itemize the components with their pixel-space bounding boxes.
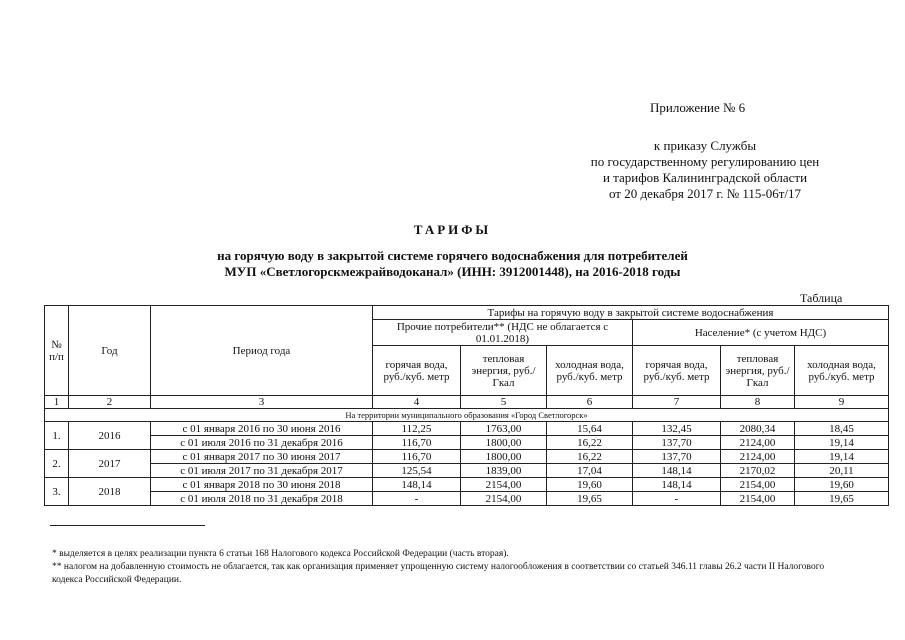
row-period: с 01 июля 2017 по 31 декабря 2017 <box>151 464 373 478</box>
document-title: ТАРИФЫ <box>413 222 492 237</box>
column-number: 5 <box>461 396 547 409</box>
cell-value: 2154,00 <box>461 492 547 506</box>
order-line: к приказу Службы <box>653 138 757 153</box>
row-period: с 01 января 2016 по 30 июня 2016 <box>151 422 373 436</box>
table-row <box>45 478 889 492</box>
row-number: 1. <box>45 422 69 450</box>
cell-value: 2154,00 <box>721 492 795 506</box>
cell-value: 1763,00 <box>461 422 547 436</box>
cell-value: 19,14 <box>795 436 889 450</box>
footnote-vat: * выделяется в целях реализации пункта 6 статьи 168 Налогового кодекса Российской Федерации (часть вторая). <box>52 549 509 559</box>
cell-value: 2154,00 <box>721 478 795 492</box>
header-period: Период года <box>151 306 373 396</box>
cell-value: 19,60 <box>795 478 889 492</box>
order-reference <box>560 138 850 202</box>
header-group: Тарифы на горячую воду в закрытой системе водоснабжения <box>373 306 889 320</box>
cell-value: - <box>633 492 721 506</box>
footnote-no-vat: ** налогом на добавленную стоимость не облагается, так как организация применяет упрощенную систему налогообложения в соответствии со статьей 346.11 главы 26.2 части II Налогового кодекса Российской Федерации. <box>52 562 825 585</box>
column-number: 2 <box>69 396 151 409</box>
header-population: Население* (с учетом НДС) <box>633 320 889 346</box>
row-period: с 01 января 2017 по 30 июня 2017 <box>151 450 373 464</box>
row-number: 3. <box>45 478 69 506</box>
tariff-table <box>44 305 889 506</box>
cell-value: 19,65 <box>547 492 633 506</box>
cell-value: 1839,00 <box>461 464 547 478</box>
section-header: На территории муниципального образования «Город Светлогорск» <box>45 409 889 422</box>
order-line: и тарифов Калининградской области <box>602 170 808 185</box>
subtitle-line: на горячую воду в закрытой системе горячего водоснабжения для потребителей <box>217 248 688 263</box>
row-period: с 01 июля 2018 по 31 декабря 2018 <box>151 492 373 506</box>
header-other-consumers: Прочие потребители** (НДС не облагается с 01.01.2018) <box>373 320 633 346</box>
appendix-label: Приложение № 6 <box>650 100 746 115</box>
footnotes <box>52 548 842 587</box>
subtitle-line: МУП «Светлогорскмежрайводоканал» (ИНН: 3912001448), на 2016-2018 годы <box>224 264 681 279</box>
column-number: 3 <box>151 396 373 409</box>
cell-value: - <box>373 492 461 506</box>
column-number: 6 <box>547 396 633 409</box>
cell-value: 2080,34 <box>721 422 795 436</box>
header-hot-water: горячая вода, руб./куб. метр <box>373 346 461 396</box>
cell-value: 1800,00 <box>461 450 547 464</box>
table-row <box>45 436 889 450</box>
cell-value: 137,70 <box>633 436 721 450</box>
header-hot-water: горячая вода, руб./куб. метр <box>633 346 721 396</box>
order-line: от 20 декабря 2017 г. № 115-06т/17 <box>608 186 802 201</box>
cell-value: 18,45 <box>795 422 889 436</box>
table-row <box>45 450 889 464</box>
cell-value: 112,25 <box>373 422 461 436</box>
row-period: с 01 января 2018 по 30 июня 2018 <box>151 478 373 492</box>
row-year: 2018 <box>69 478 151 506</box>
cell-value: 148,14 <box>633 478 721 492</box>
column-number: 1 <box>45 396 69 409</box>
table-row <box>45 464 889 478</box>
header-num: № п/п <box>45 306 69 396</box>
cell-value: 2124,00 <box>721 450 795 464</box>
cell-value: 137,70 <box>633 450 721 464</box>
cell-value: 19,14 <box>795 450 889 464</box>
table-row <box>45 492 889 506</box>
cell-value: 116,70 <box>373 436 461 450</box>
cell-value: 116,70 <box>373 450 461 464</box>
cell-value: 17,04 <box>547 464 633 478</box>
cell-value: 20,11 <box>795 464 889 478</box>
header-cold-water: холодная вода, руб./куб. метр <box>547 346 633 396</box>
cell-value: 132,45 <box>633 422 721 436</box>
cell-value: 148,14 <box>373 478 461 492</box>
row-year: 2016 <box>69 422 151 450</box>
cell-value: 148,14 <box>633 464 721 478</box>
cell-value: 16,22 <box>547 436 633 450</box>
cell-value: 2170,02 <box>721 464 795 478</box>
footnote-divider <box>50 525 205 526</box>
column-number: 9 <box>795 396 889 409</box>
cell-value: 125,54 <box>373 464 461 478</box>
cell-value: 2124,00 <box>721 436 795 450</box>
header-heat: тепловая энергия, руб./Гкал <box>461 346 547 396</box>
table-row <box>45 422 889 436</box>
header-year: Год <box>69 306 151 396</box>
cell-value: 15,64 <box>547 422 633 436</box>
column-number: 4 <box>373 396 461 409</box>
column-number: 8 <box>721 396 795 409</box>
cell-value: 19,65 <box>795 492 889 506</box>
row-period: с 01 июля 2016 по 31 декабря 2016 <box>151 436 373 450</box>
header-heat: тепловая энергия, руб./Гкал <box>721 346 795 396</box>
row-year: 2017 <box>69 450 151 478</box>
header-cold-water: холодная вода, руб./куб. метр <box>795 346 889 396</box>
row-number: 2. <box>45 450 69 478</box>
order-line: по государственному регулированию цен <box>590 154 820 169</box>
cell-value: 16,22 <box>547 450 633 464</box>
cell-value: 1800,00 <box>461 436 547 450</box>
document-subtitle <box>0 248 905 280</box>
table-caption: Таблица <box>800 291 843 305</box>
cell-value: 19,60 <box>547 478 633 492</box>
cell-value: 2154,00 <box>461 478 547 492</box>
column-number: 7 <box>633 396 721 409</box>
